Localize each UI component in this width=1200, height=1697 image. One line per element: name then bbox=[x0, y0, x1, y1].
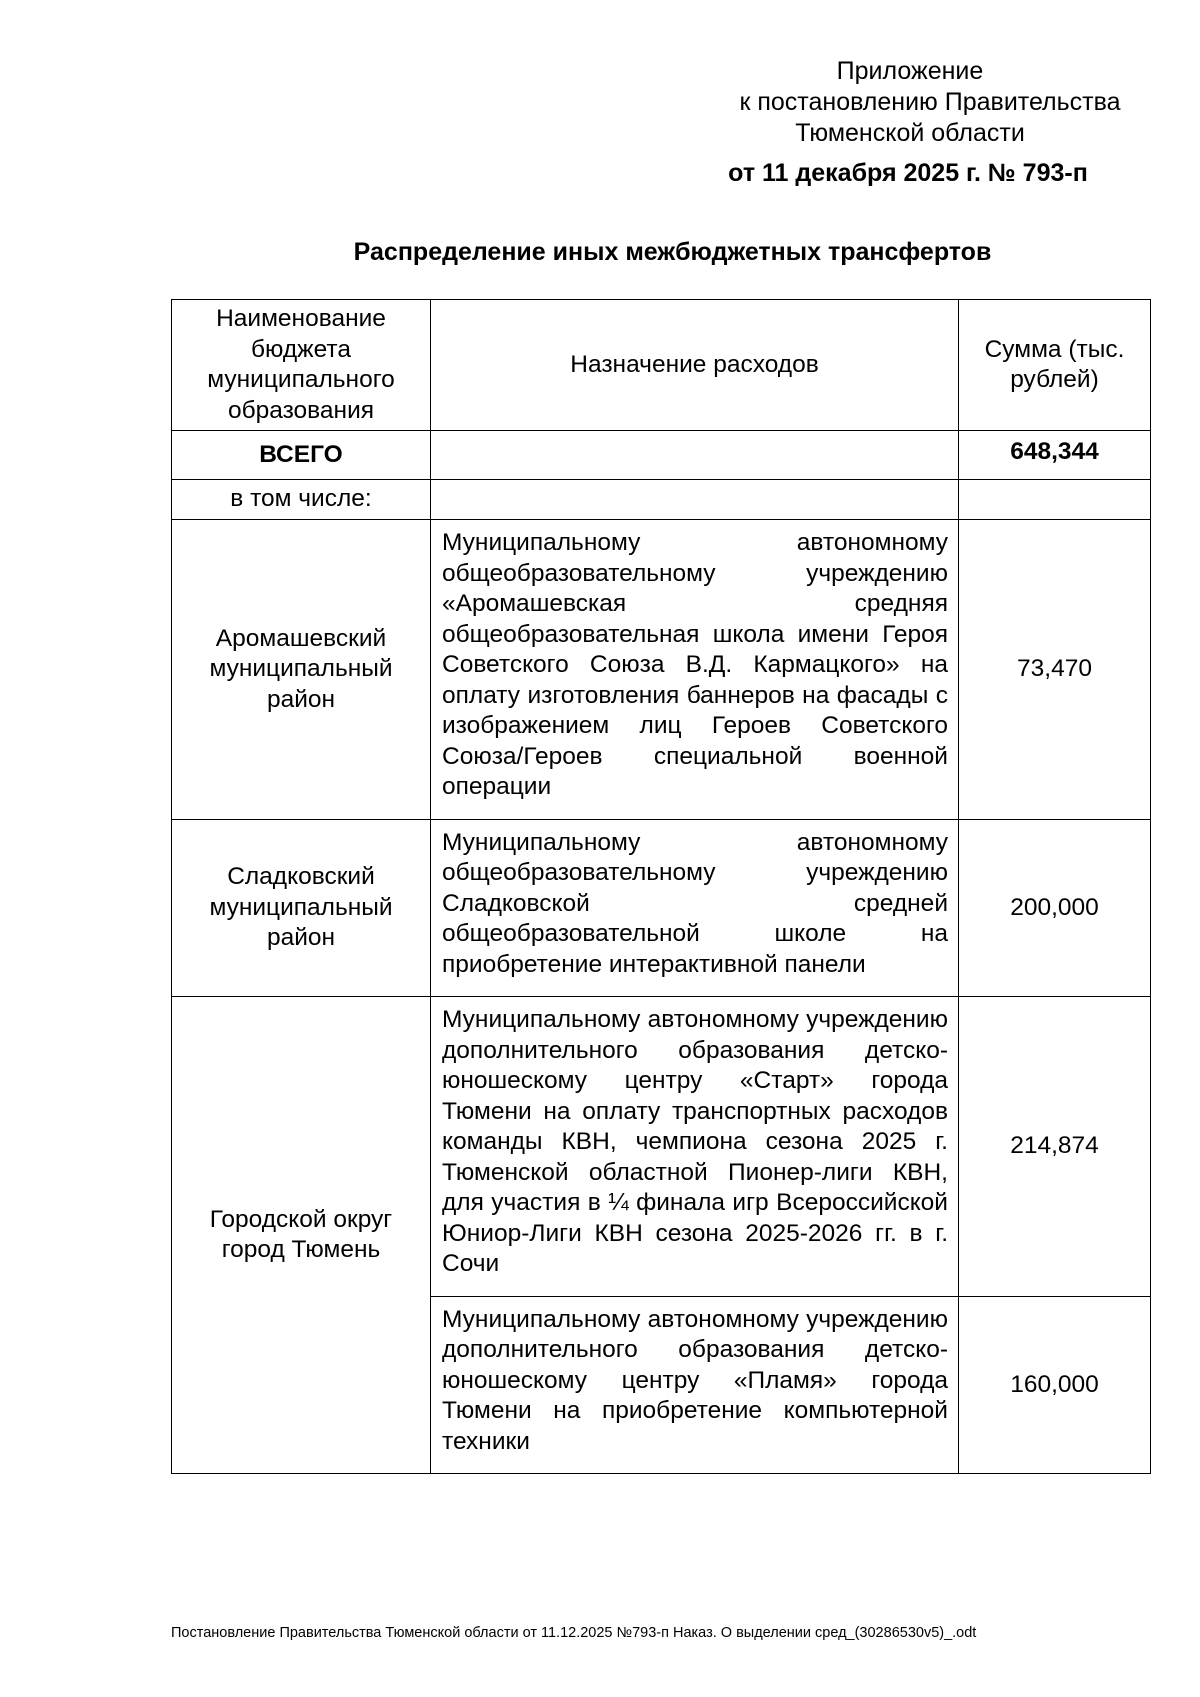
appendix-header bbox=[700, 56, 1160, 189]
header-purpose: Назначение расходов bbox=[431, 300, 959, 431]
total-row bbox=[172, 431, 1151, 480]
total-label: ВСЕГО bbox=[172, 431, 431, 480]
table-row bbox=[172, 520, 1151, 820]
row-sum: 160,000 bbox=[959, 1296, 1151, 1474]
row-sum: 200,000 bbox=[959, 819, 1151, 997]
appendix-resolution-ref: к постановлению Правительства bbox=[739, 88, 1121, 116]
row-sum: 214,874 bbox=[959, 997, 1151, 1297]
transfers-table bbox=[171, 299, 1151, 1474]
row-budget: Аромашевский муниципальный район bbox=[172, 520, 431, 820]
table-row bbox=[172, 819, 1151, 997]
table-row bbox=[172, 997, 1151, 1297]
including-empty-purpose bbox=[431, 480, 959, 520]
including-row bbox=[172, 480, 1151, 520]
appendix-date-number: от 11 декабря 2025 г. № 793-п bbox=[728, 159, 1088, 187]
total-purpose-empty bbox=[431, 431, 959, 480]
row-purpose: Муниципальному автономному общеобразовательному учреждению Сладковской средней общеобразовательной школе на приобретение интерактивной панели bbox=[431, 819, 959, 997]
row-budget: Сладковский муниципальный район bbox=[172, 819, 431, 997]
row-sum: 73,470 bbox=[959, 520, 1151, 820]
table-header-row bbox=[172, 300, 1151, 431]
header-budget: Наименование бюджета муниципального образования bbox=[172, 300, 431, 431]
document-footer: Постановление Правительства Тюменской области от 11.12.2025 №793-п Наказ. О выделении сред_(30286530v5)_.odt bbox=[171, 1625, 977, 1641]
row-purpose: Муниципальному автономному учреждению дополнительного образования детско-юношескому центру «Пламя» города Тюмени на приобретение компьютерной техники bbox=[431, 1296, 959, 1474]
header-sum: Сумма (тыс. рублей) bbox=[959, 300, 1151, 431]
appendix-region: Тюменской области bbox=[795, 119, 1025, 147]
total-value: 648,344 bbox=[959, 431, 1151, 480]
document-title: Распределение иных межбюджетных трансфертов bbox=[353, 238, 992, 266]
appendix-label: Приложение bbox=[836, 57, 984, 85]
including-empty-sum bbox=[959, 480, 1151, 520]
row-purpose: Муниципальному автономному общеобразовательному учреждению «Аромашевская средняя общеобразовательная школа имени Героя Советского Союза В.Д. Кармацкого» на оплату изготовления баннеров на фасады с изображением лиц Героев Советского Союза/Героев специальной военной операции bbox=[431, 520, 959, 820]
row-budget: Городской округ город Тюмень bbox=[172, 997, 431, 1474]
including-label: в том числе: bbox=[172, 480, 431, 520]
row-purpose: Муниципальному автономному учреждению дополнительного образования детско-юношескому центру «Старт» города Тюмени на оплату транспортных расходов команды КВН, чемпиона сезона 2025 г. Тюменской областной Пионер-лиги КВН, для участия в ¼ финала игр Всероссийской Юниор-Лиги КВН сезона 2025-2026 гг. в г. Сочи bbox=[431, 997, 959, 1297]
